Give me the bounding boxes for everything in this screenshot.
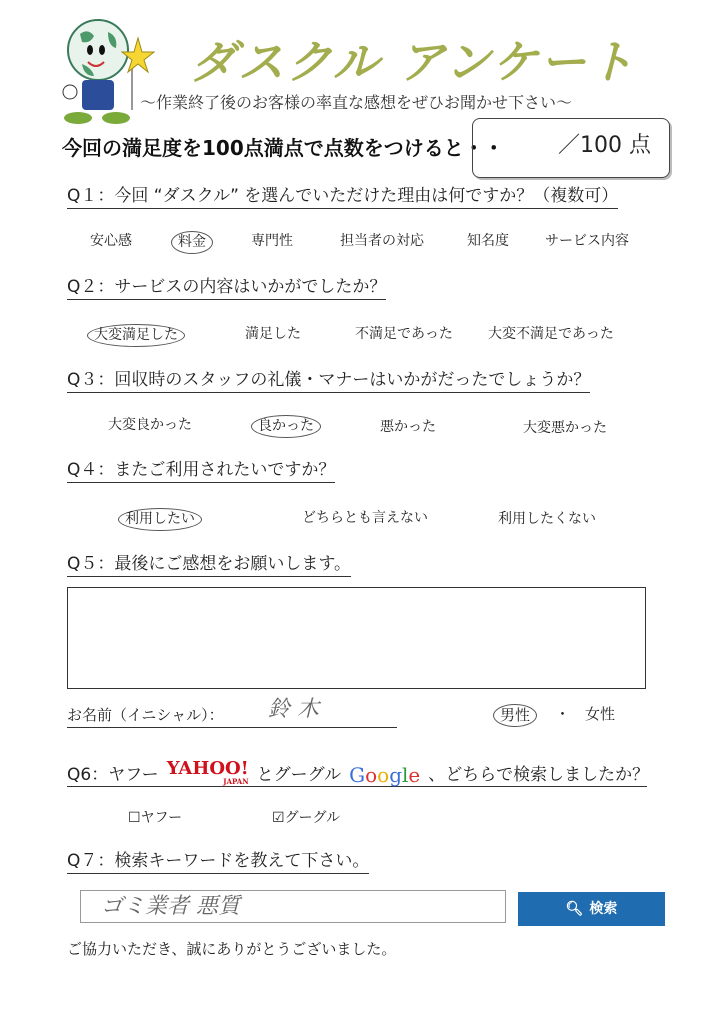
score-box[interactable] bbox=[472, 118, 670, 178]
name-label: お名前（イニシャル）： bbox=[67, 706, 224, 724]
thanks-message: ご協力いただき、誠にありがとうございました。 bbox=[67, 940, 397, 958]
q2-label: Q２：サービスの内容はいかがでしたか？ bbox=[67, 277, 386, 300]
survey-subtitle: 〜作業終了後のお客様の率直な感想をぜひお聞かせ下さい〜 bbox=[140, 93, 573, 112]
q4-option-2[interactable]: どちらとも言えない bbox=[302, 510, 428, 526]
q4-option-1[interactable]: 利用したい bbox=[118, 508, 202, 531]
gender-male[interactable]: 男性 bbox=[493, 704, 537, 727]
search-keyword-input[interactable]: ゴミ業者 悪質 bbox=[80, 890, 506, 923]
q6-option-yahoo[interactable]: ☐ヤフー bbox=[128, 810, 183, 826]
gender-female[interactable]: 女性 bbox=[585, 705, 616, 723]
q6-label-a: Q6：ヤフー bbox=[67, 765, 159, 785]
score-suffix: ／100 点 bbox=[558, 133, 651, 158]
q2-option-3[interactable]: 不満足であった bbox=[355, 326, 453, 342]
q6-option-google[interactable]: ☑グーグル bbox=[272, 810, 341, 826]
q6-label-b: とグーグル bbox=[256, 765, 342, 785]
q1-option-ryokin[interactable]: 料金 bbox=[171, 231, 213, 254]
q2-option-2[interactable]: 満足した bbox=[245, 326, 301, 342]
search-button[interactable]: 🔍︎ 検索 bbox=[518, 892, 665, 926]
yahoo-logo: YAHOO! JAPAN bbox=[166, 758, 249, 786]
google-logo: Google bbox=[349, 763, 421, 787]
q2-option-1[interactable]: 大変満足した bbox=[87, 324, 185, 347]
comment-box[interactable] bbox=[67, 587, 646, 689]
name-value: 鈴 木 bbox=[268, 697, 319, 722]
survey-title: ダスクル アンケート bbox=[190, 35, 636, 89]
q6-label bbox=[67, 758, 650, 787]
q7-label: Q７：検索キーワードを教えて下さい。 bbox=[67, 851, 369, 874]
q3-label: Q３：回収時のスタッフの礼儀・マナーはいかがだったでしょうか？ bbox=[67, 370, 590, 393]
q1-option-tantou[interactable]: 担当者の対応 bbox=[340, 233, 424, 249]
q1-option-service[interactable]: サービス内容 bbox=[545, 233, 629, 249]
q1-option-chimeido[interactable]: 知名度 bbox=[467, 233, 509, 249]
q3-option-3[interactable]: 悪かった bbox=[380, 419, 436, 435]
q3-option-4[interactable]: 大変悪かった bbox=[523, 420, 607, 436]
q3-option-2[interactable]: 良かった bbox=[251, 415, 321, 438]
search-icon: 🔍︎ bbox=[565, 900, 584, 917]
gender-separator: ・ bbox=[555, 705, 571, 723]
q2-option-4[interactable]: 大変不満足であった bbox=[488, 326, 614, 342]
q1-option-senmon[interactable]: 専門性 bbox=[251, 233, 293, 249]
q5-label: Q５：最後にご感想をお願いします。 bbox=[67, 554, 351, 577]
score-question: 今回の満足度を100点満点で点数をつけると・・ bbox=[62, 136, 504, 160]
q1-option-anshin[interactable]: 安心感 bbox=[90, 233, 132, 249]
q1-label: Q１：今回 “ダスクル” を選んでいただけた理由は何ですか？（複数可） bbox=[67, 186, 618, 209]
q3-option-1[interactable]: 大変良かった bbox=[108, 417, 192, 433]
q6-label-c: 、どちらで検索しましたか？ bbox=[428, 765, 650, 785]
q4-label: Q４：またご利用されたいですか？ bbox=[67, 460, 335, 483]
q4-option-3[interactable]: 利用したくない bbox=[498, 511, 596, 527]
